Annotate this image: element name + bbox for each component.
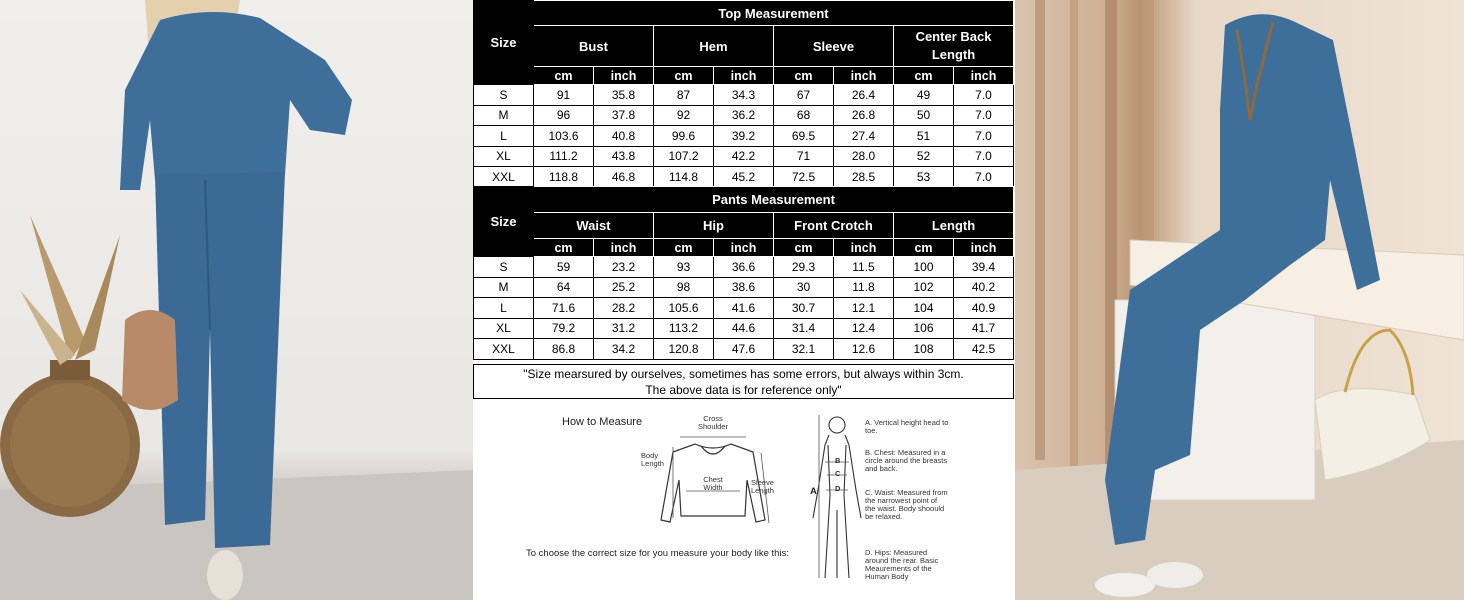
measure-guide <box>473 400 1014 600</box>
choose-size-text: To choose the correct size for you measure your body like this: <box>526 548 789 559</box>
value-cell: 44.6 <box>714 318 774 339</box>
value-cell: 67 <box>774 85 834 106</box>
value-cell: 103.6 <box>534 126 594 147</box>
unit-header: inch <box>714 67 774 85</box>
value-cell: 7.0 <box>954 105 1014 126</box>
value-cell: 104 <box>894 298 954 319</box>
pants-table-body <box>474 257 1014 360</box>
value-cell: 68 <box>774 105 834 126</box>
value-cell: 42.5 <box>954 339 1014 360</box>
value-cell: 69.5 <box>774 126 834 147</box>
value-cell: 98 <box>654 277 714 298</box>
tip-a: A. Vertical height head to toe. <box>865 418 949 435</box>
value-cell: 50 <box>894 105 954 126</box>
value-cell: 7.0 <box>954 146 1014 167</box>
value-cell: 36.6 <box>714 257 774 278</box>
table-row <box>474 257 1014 278</box>
value-cell: 51 <box>894 126 954 147</box>
unit-header: cm <box>654 67 714 85</box>
value-cell: 12.1 <box>834 298 894 319</box>
value-cell: 12.6 <box>834 339 894 360</box>
value-cell: 107.2 <box>654 146 714 167</box>
body-label-b: B <box>835 456 841 465</box>
value-cell: 106 <box>894 318 954 339</box>
size-cell: L <box>474 298 534 319</box>
model-illustration-right <box>1015 0 1464 600</box>
value-cell: 49 <box>894 85 954 106</box>
body-label-d: D <box>835 484 841 493</box>
sleeve-length-label: Sleeve Length <box>751 478 774 495</box>
value-cell: 40.8 <box>594 126 654 147</box>
value-cell: 25.2 <box>594 277 654 298</box>
unit-header: cm <box>894 239 954 257</box>
table-row <box>474 318 1014 339</box>
handbag <box>122 310 178 410</box>
unit-header: inch <box>594 67 654 85</box>
value-cell: 11.8 <box>834 277 894 298</box>
value-cell: 72.5 <box>774 167 834 188</box>
value-cell: 71.6 <box>534 298 594 319</box>
value-cell: 12.4 <box>834 318 894 339</box>
value-cell: 118.8 <box>534 167 594 188</box>
group-header: Sleeve <box>774 26 894 67</box>
unit-header: inch <box>954 239 1014 257</box>
table-row <box>474 339 1014 360</box>
body-length-label: Body Length <box>641 451 664 468</box>
value-cell: 7.0 <box>954 126 1014 147</box>
unit-header: cm <box>894 67 954 85</box>
value-cell: 37.8 <box>594 105 654 126</box>
how-to-measure-label: How to Measure <box>562 416 643 428</box>
size-cell: L <box>474 126 534 147</box>
value-cell: 114.8 <box>654 167 714 188</box>
value-cell: 7.0 <box>954 167 1014 188</box>
shoe <box>207 550 243 600</box>
model-illustration-left <box>0 0 473 600</box>
tip-c: C. Waist: Measured from the narrowest point of the waist. Body shoould be relaxed. <box>865 488 948 521</box>
value-cell: 59 <box>534 257 594 278</box>
value-cell: 39.2 <box>714 126 774 147</box>
unit-header: inch <box>594 239 654 257</box>
value-cell: 30 <box>774 277 834 298</box>
table-row <box>474 126 1014 147</box>
group-header: Front Crotch <box>774 213 894 239</box>
table-row <box>474 298 1014 319</box>
top-measurement-table <box>473 0 1014 188</box>
value-cell: 28.0 <box>834 146 894 167</box>
value-cell: 7.0 <box>954 85 1014 106</box>
unit-header: inch <box>714 239 774 257</box>
value-cell: 46.8 <box>594 167 654 188</box>
unit-header: inch <box>954 67 1014 85</box>
group-header: Hip <box>654 213 774 239</box>
note-line-1: "Size mearsured by ourselves, sometimes has some errors, but always within 3cm. <box>523 367 964 381</box>
group-header: Center Back Length <box>894 26 1014 67</box>
group-header: Waist <box>534 213 654 239</box>
group-header: Hem <box>654 26 774 67</box>
size-cell: XXL <box>474 167 534 188</box>
tip-b: B. Chest: Measured in a circle around the breasts and back. <box>865 448 948 473</box>
value-cell: 29.3 <box>774 257 834 278</box>
unit-header: cm <box>654 239 714 257</box>
size-cell: S <box>474 85 534 106</box>
unit-header: inch <box>834 239 894 257</box>
value-cell: 30.7 <box>774 298 834 319</box>
value-cell: 108 <box>894 339 954 360</box>
group-header: Bust <box>534 26 654 67</box>
size-cell: XL <box>474 146 534 167</box>
value-cell: 64 <box>534 277 594 298</box>
group-header: Length <box>894 213 1014 239</box>
value-cell: 71 <box>774 146 834 167</box>
value-cell: 87 <box>654 85 714 106</box>
size-cell: S <box>474 257 534 278</box>
value-cell: 41.6 <box>714 298 774 319</box>
size-cell: M <box>474 105 534 126</box>
value-cell: 38.6 <box>714 277 774 298</box>
sweater-sketch <box>661 444 765 522</box>
sweater <box>120 12 352 190</box>
value-cell: 45.2 <box>714 167 774 188</box>
pants-measurement-table <box>473 186 1014 360</box>
value-cell: 105.6 <box>654 298 714 319</box>
value-cell: 34.3 <box>714 85 774 106</box>
top-table-body <box>474 85 1014 188</box>
body-label-a: A <box>810 486 817 497</box>
tip-d: D. Hips: Measured around the rear. Basic Meaurements of the Human Body <box>865 548 939 581</box>
value-cell: 34.2 <box>594 339 654 360</box>
value-cell: 53 <box>894 167 954 188</box>
value-cell: 39.4 <box>954 257 1014 278</box>
value-cell: 40.2 <box>954 277 1014 298</box>
value-cell: 52 <box>894 146 954 167</box>
product-photo-left <box>0 0 473 600</box>
table-row <box>474 146 1014 167</box>
table-row <box>474 167 1014 188</box>
pants-title: Pants Measurement <box>534 187 1014 213</box>
value-cell: 113.2 <box>654 318 714 339</box>
value-cell: 92 <box>654 105 714 126</box>
unit-header: cm <box>774 239 834 257</box>
body-figure <box>813 417 861 578</box>
value-cell: 91 <box>534 85 594 106</box>
value-cell: 47.6 <box>714 339 774 360</box>
value-cell: 27.4 <box>834 126 894 147</box>
value-cell: 35.8 <box>594 85 654 106</box>
product-photo-right <box>1015 0 1464 600</box>
table-row <box>474 85 1014 106</box>
value-cell: 26.4 <box>834 85 894 106</box>
unit-header: inch <box>834 67 894 85</box>
size-cell: M <box>474 277 534 298</box>
top-title: Top Measurement <box>534 1 1014 26</box>
value-cell: 86.8 <box>534 339 594 360</box>
unit-header: cm <box>534 67 594 85</box>
value-cell: 120.8 <box>654 339 714 360</box>
body-label-c: C <box>835 469 841 478</box>
value-cell: 32.1 <box>774 339 834 360</box>
chest-width-label: Chest Width <box>703 475 723 492</box>
table-row <box>474 105 1014 126</box>
value-cell: 31.4 <box>774 318 834 339</box>
size-note <box>473 364 1014 399</box>
value-cell: 28.5 <box>834 167 894 188</box>
value-cell: 102 <box>894 277 954 298</box>
value-cell: 41.7 <box>954 318 1014 339</box>
shoe <box>1095 573 1155 597</box>
unit-header: cm <box>774 67 834 85</box>
table-row <box>474 277 1014 298</box>
value-cell: 36.2 <box>714 105 774 126</box>
size-chart <box>473 0 1015 600</box>
value-cell: 96 <box>534 105 594 126</box>
value-cell: 100 <box>894 257 954 278</box>
value-cell: 79.2 <box>534 318 594 339</box>
cross-shoulder-label: Cross Shoulder <box>697 414 729 431</box>
value-cell: 99.6 <box>654 126 714 147</box>
value-cell: 43.8 <box>594 146 654 167</box>
value-cell: 23.2 <box>594 257 654 278</box>
value-cell: 111.2 <box>534 146 594 167</box>
value-cell: 11.5 <box>834 257 894 278</box>
unit-header: cm <box>534 239 594 257</box>
size-header: Size <box>474 1 534 85</box>
size-cell: XL <box>474 318 534 339</box>
value-cell: 31.2 <box>594 318 654 339</box>
note-line-2: The above data is for reference only" <box>645 383 842 397</box>
value-cell: 93 <box>654 257 714 278</box>
value-cell: 28.2 <box>594 298 654 319</box>
size-header: Size <box>474 187 534 257</box>
value-cell: 42.2 <box>714 146 774 167</box>
value-cell: 26.8 <box>834 105 894 126</box>
size-cell: XXL <box>474 339 534 360</box>
value-cell: 40.9 <box>954 298 1014 319</box>
